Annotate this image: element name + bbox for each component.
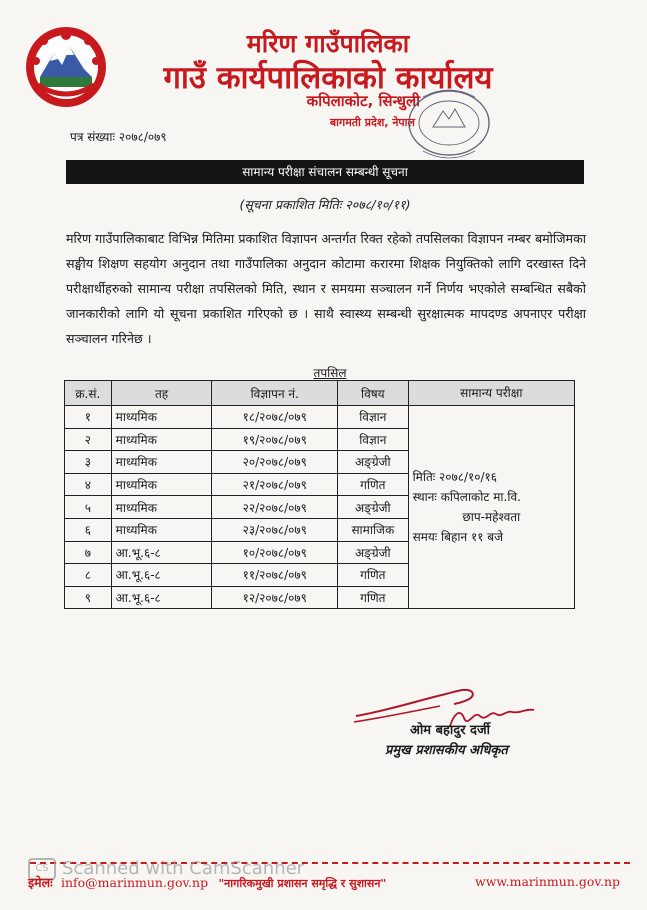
exam-time: समयः बिहान ११ बजे xyxy=(412,530,504,545)
signatory-name: ओम बहादुर दर्जी xyxy=(410,723,490,738)
row-subject: सामाजिक xyxy=(338,518,409,541)
footer-slogan: "नागरिकमुखी प्रशासन समृद्धि र सुशासन" xyxy=(218,877,387,890)
office-seal-stamp xyxy=(403,85,495,165)
footer-website[interactable]: www.marinmun.gov.np xyxy=(475,874,620,889)
reference-label: पत्र संख्याः xyxy=(70,130,115,144)
exam-schedule-table xyxy=(64,380,575,609)
row-level: माध्यमिक xyxy=(111,451,212,474)
row-sn: ३ xyxy=(65,451,112,474)
row-advertisement: २१/२०७८/०७९ xyxy=(212,473,338,496)
row-level: आ.भू.६-८ xyxy=(111,541,212,564)
exam-place-secondary: छाप-महेश्वता xyxy=(462,510,521,525)
row-sn: ४ xyxy=(65,473,112,496)
row-advertisement: १९/२०७८/०७९ xyxy=(212,428,338,451)
table-caption: तपसिल xyxy=(313,366,347,380)
row-sn: १ xyxy=(65,406,112,429)
row-advertisement: ११/२०७८/०७९ xyxy=(212,564,338,587)
footer-email[interactable]: info@marinmun.gov.np xyxy=(60,875,209,890)
reference-number xyxy=(66,128,167,145)
row-advertisement: १२/२०७८/०७९ xyxy=(212,586,338,609)
row-advertisement: २०/२०७८/०७९ xyxy=(212,451,338,474)
row-subject: अङ्ग्रेजी xyxy=(338,541,409,564)
row-sn: ५ xyxy=(65,496,112,519)
footer xyxy=(28,874,628,891)
row-subject: विज्ञान xyxy=(338,428,409,451)
row-level: आ.भू.६-८ xyxy=(111,564,212,587)
published-date: (सूचना प्रकाशित मितिः २०७८/१०/११) xyxy=(239,197,411,212)
watermark-text: Scanned with CamScanner xyxy=(62,858,305,879)
row-sn: ६ xyxy=(65,518,112,541)
row-subject: विज्ञान xyxy=(338,406,409,429)
exam-place: स्थानः कपिलाकोट मा.वि. xyxy=(412,490,521,505)
row-advertisement: २२/२०७८/०७९ xyxy=(212,496,338,519)
notice-title: सामान्य परीक्षा संचालन सम्बन्धी सूचना xyxy=(66,160,584,184)
header-sn: क्र.सं. xyxy=(65,381,112,406)
row-level: माध्यमिक xyxy=(111,496,212,519)
reference-value: २०७८/०७९ xyxy=(118,130,167,144)
header-level: तह xyxy=(111,381,212,406)
office-address: कपिलाकोट, सिन्धुली xyxy=(306,92,420,110)
row-level: माध्यमिक xyxy=(111,406,212,429)
row-subject: अङ्ग्रेजी xyxy=(338,451,409,474)
row-subject: गणित xyxy=(338,473,409,496)
row-level: माध्यमिक xyxy=(111,518,212,541)
municipality-name: मरिण गाउँपालिका xyxy=(246,29,410,58)
table-header-row xyxy=(65,381,575,406)
row-subject: गणित xyxy=(338,564,409,587)
row-sn: ९ xyxy=(65,586,112,609)
row-advertisement: १८/२०७८/०७९ xyxy=(212,406,338,429)
header-advertisement: विज्ञापन नं. xyxy=(212,381,338,406)
exam-date: मितिः २०७८/१०/१६ xyxy=(412,470,498,485)
footer-email-label: इमेलः xyxy=(28,875,53,890)
camscanner-icon: CS xyxy=(28,858,56,880)
row-sn: ८ xyxy=(65,564,112,587)
row-advertisement: २३/२०७८/०७९ xyxy=(212,518,338,541)
office-province: बागमती प्रदेश, नेपाल xyxy=(329,116,415,129)
row-subject: गणित xyxy=(338,586,409,609)
row-sn: ७ xyxy=(65,541,112,564)
row-subject: अङ्ग्रेजी xyxy=(338,496,409,519)
row-level: माध्यमिक xyxy=(111,428,212,451)
signatory-title: प्रमुख प्रशासकीय अधिकृत xyxy=(385,743,508,758)
row-advertisement: १०/२०७८/०७९ xyxy=(212,541,338,564)
office-name: गाउँ कार्यपालिकाको कार्यालय xyxy=(163,60,493,96)
table-row xyxy=(65,406,575,429)
row-sn: २ xyxy=(65,428,112,451)
row-level: आ.भू.६-८ xyxy=(111,586,212,609)
row-level: माध्यमिक xyxy=(111,473,212,496)
header-exam: सामान्य परीक्षा xyxy=(408,381,574,406)
header-subject: विषय xyxy=(338,381,409,406)
notice-body: मरिण गाउँपालिकाबाट विभिन्न मितिमा प्रकाशित विज्ञापन अन्तर्गत रिक्त रहेको तपसिलका विज्ञापन नम्बर बमोजिमका सङ्घीय शिक्षण सहयोग अनुदान तथा गाउँपालिका अनुदान कोटामा करारमा शिक्षक नियुक्तिको लागि दरखास्त दिने परीक्षार्थीहरुको सामान्य परीक्षा तपसिलको मिति, स्थान र समयमा सञ्चालन गर्ने निर्णय भएकोले सम्बन्धित सबैको जानकारीको लागि यो सूचना प्रकाशित गरिएको छ । साथै स्वास्थ्य सम्बन्धी सुरक्षात्मक मापदण्ड अपनाएर परीक्षा सञ्चालन गरिनेछ । xyxy=(66,231,586,346)
exam-details-cell xyxy=(408,406,574,609)
